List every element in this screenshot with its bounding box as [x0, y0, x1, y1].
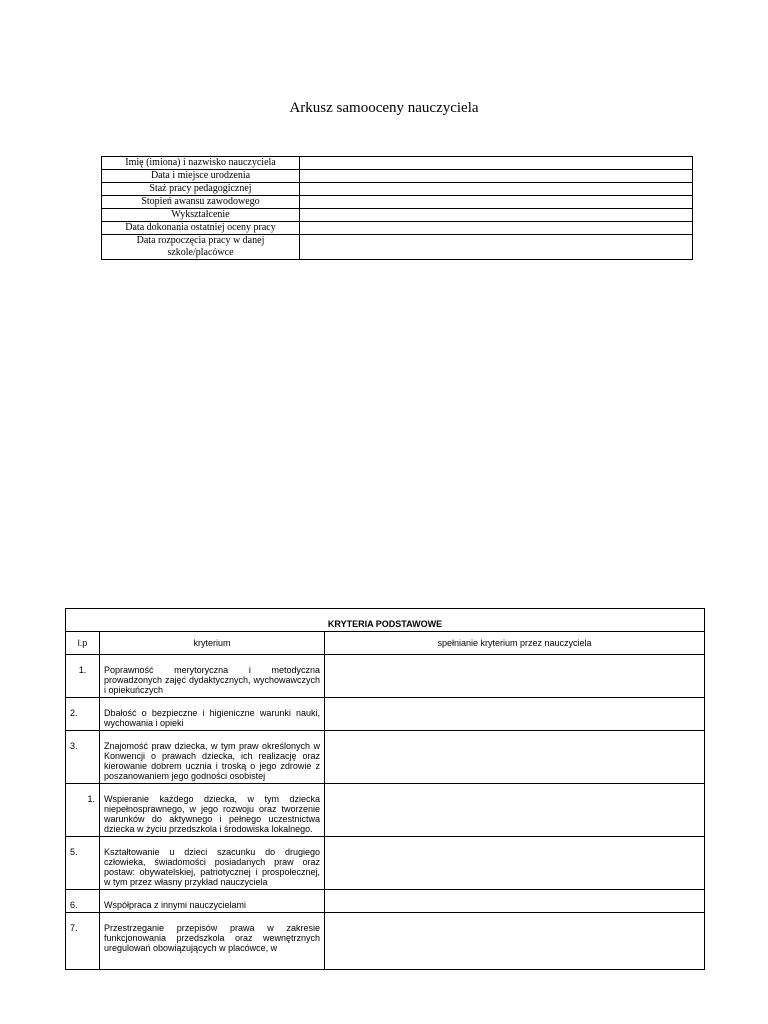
row-number: 3.: [66, 731, 100, 784]
info-value[interactable]: [300, 196, 693, 209]
criterion-text: Wspieranie każdego dziecka, w tym dziecka niepełnosprawnego, w jego rozwoju oraz tworzenie warunków do aktywnego i pełnego uczestnictwa dziecka w życiu przedszkola i środowiska lokalnego.: [100, 784, 325, 837]
info-row: [102, 170, 693, 183]
info-row: [102, 235, 693, 260]
criteria-row: [66, 655, 705, 698]
info-value[interactable]: [300, 170, 693, 183]
info-value[interactable]: [300, 157, 693, 170]
row-number: 1.: [66, 655, 100, 698]
criterion-text: [100, 913, 325, 970]
info-row: [102, 196, 693, 209]
info-label: Data dokonania ostatniej oceny pracy: [102, 222, 300, 235]
criterion-text: Znajomość praw dziecka, w tym praw określonych w Konwencji o prawach dziecka, ich realizację oraz kierowanie dobrem ucznia i troską o jego zdrowie z poszanowaniem jego godności osobistej: [100, 731, 325, 784]
criterion-text: Poprawność merytoryczna i metodyczna prowadzonych zajęć dydaktycznych, wychowawczych i opiekuńczych: [100, 655, 325, 698]
criteria-table: [65, 608, 705, 970]
criteria-row: [66, 731, 705, 784]
teacher-info-table: [101, 156, 693, 260]
info-label: Data i miejsce urodzenia: [102, 170, 300, 183]
criterion-text: Kształtowanie u dzieci szacunku do drugiego człowieka, świadomości posiadanych praw oraz postaw: obywatelskiej, patriotycznej i prospołecznej, w tym przez własny przykład nauczyciela: [100, 837, 325, 890]
fulfillment-cell[interactable]: [325, 731, 705, 784]
criterion-text: Dbałość o bezpieczne i higieniczne warunki nauki, wychowania i opieki: [100, 698, 325, 731]
row-number: 7.: [66, 913, 100, 970]
info-value[interactable]: [300, 235, 693, 260]
fulfillment-cell[interactable]: [325, 837, 705, 890]
column-header-fulfillment: spełnianie kryterium przez nauczyciela: [325, 632, 705, 655]
info-label: Staż pracy pedagogicznej: [102, 183, 300, 196]
row-number: 2.: [66, 698, 100, 731]
info-label: Imię (imiona) i nazwisko nauczyciela: [102, 157, 300, 170]
info-label: Data rozpoczęcia pracy w danej szkole/placówce: [102, 235, 300, 260]
column-header-lp: l.p: [66, 632, 100, 655]
fulfillment-cell[interactable]: [325, 913, 705, 970]
criterion-text: Współpraca z innymi nauczycielami: [100, 890, 325, 913]
document-title: Arkusz samooceny nauczyciela: [289, 100, 479, 116]
row-number: 1.: [66, 784, 100, 837]
fulfillment-cell[interactable]: [325, 784, 705, 837]
info-row: [102, 209, 693, 222]
info-row: [102, 157, 693, 170]
criteria-row: [66, 784, 705, 837]
info-label: Wykształcenie: [102, 209, 300, 222]
info-label: Stopień awansu zawodowego: [102, 196, 300, 209]
fulfillment-cell[interactable]: [325, 890, 705, 913]
info-value[interactable]: [300, 183, 693, 196]
row-number: 5.: [66, 837, 100, 890]
row-number: 6.: [66, 890, 100, 913]
criteria-heading: KRYTERIA PODSTAWOWE: [66, 609, 705, 632]
column-header-criterion: kryterium: [100, 632, 325, 655]
fulfillment-cell[interactable]: [325, 698, 705, 731]
info-value[interactable]: [300, 209, 693, 222]
criterion-text-clipped: Przestrzeganie przepisów prawa w zakresie funkcjonowania przedszkola oraz wewnętrznych uregulowań obowiązujących w placówce, w: [104, 923, 320, 953]
info-row: [102, 222, 693, 235]
fulfillment-cell[interactable]: [325, 655, 705, 698]
info-value[interactable]: [300, 222, 693, 235]
criteria-row: [66, 698, 705, 731]
criteria-row: [66, 890, 705, 913]
criteria-row: [66, 837, 705, 890]
info-row: [102, 183, 693, 196]
criteria-row: [66, 913, 705, 970]
